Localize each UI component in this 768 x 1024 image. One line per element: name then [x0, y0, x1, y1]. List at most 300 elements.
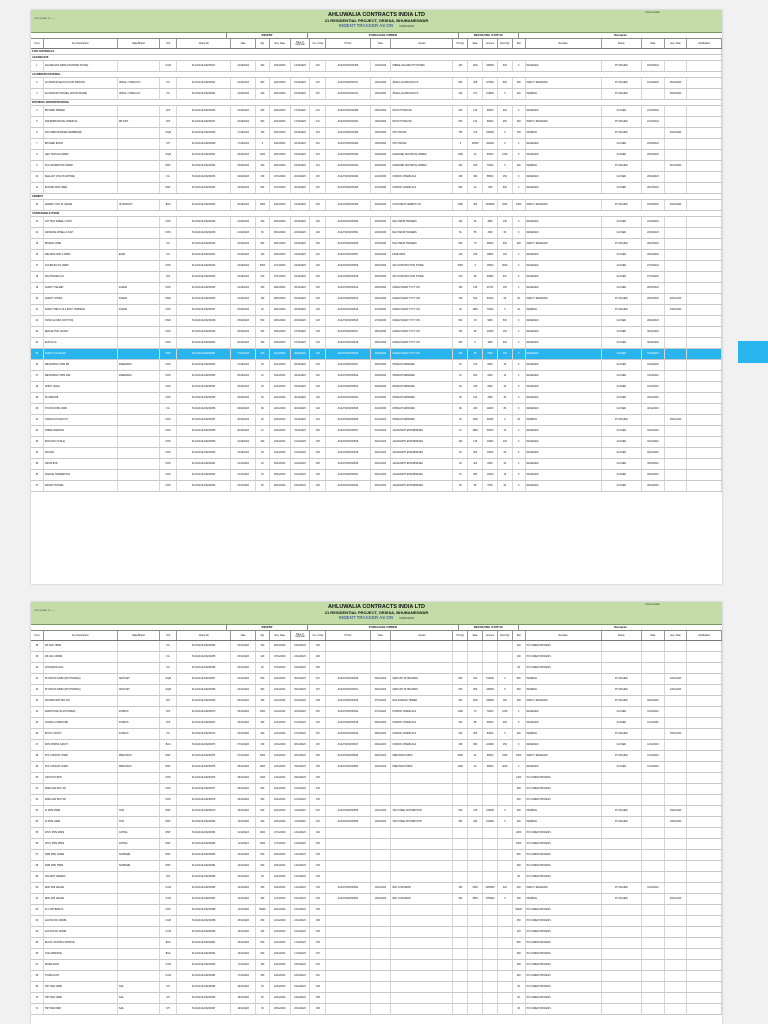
- cell-ind: PL/21/ACIL/2023/0064: [177, 641, 231, 651]
- cell-jf: [687, 1004, 722, 1014]
- cell-desc: SLEDGE HAMMER 5KG: [44, 470, 118, 480]
- cell-unit: NOS: [160, 349, 177, 359]
- cell-qty: 1000: [256, 707, 270, 717]
- cell-rq: [498, 927, 513, 937]
- cell-d1: 24/10/2023: [231, 294, 256, 304]
- cell-d1: 15/11/2023: [231, 916, 256, 926]
- table-row[interactable]: [31, 404, 722, 415]
- table-row[interactable]: [31, 239, 722, 250]
- cell-da: 27/10/2023: [291, 338, 311, 348]
- cell-rate: 390: [468, 172, 483, 182]
- table-row[interactable]: [31, 707, 722, 718]
- cell-vc: V24: [310, 404, 326, 414]
- table-row[interactable]: [31, 470, 722, 481]
- table-row[interactable]: [31, 872, 722, 883]
- table-row[interactable]: [31, 993, 722, 1004]
- table-row[interactable]: [31, 228, 722, 239]
- table-row[interactable]: [31, 817, 722, 828]
- cell-rq: 0: [498, 128, 513, 138]
- cell-vc: V36: [310, 927, 326, 937]
- cell-d1: 22/10/2023: [231, 250, 256, 260]
- table-row[interactable]: [31, 960, 722, 971]
- cell-desc: ALUMINIUM SECTION FOR WINDOW: [44, 78, 118, 88]
- cell-qty: 100: [256, 349, 270, 359]
- table-row[interactable]: [31, 828, 722, 839]
- cell-make: [118, 426, 160, 436]
- column-header: Unit: [160, 631, 177, 640]
- cell-amt: 74000: [483, 161, 498, 171]
- cell-bal: 60: [513, 294, 526, 304]
- table-row[interactable]: [31, 61, 722, 72]
- cell-d1: 31/10/2023: [231, 437, 256, 447]
- table-row[interactable]: [31, 696, 722, 707]
- cell-make: [118, 404, 160, 414]
- cell-vc: V20: [310, 228, 326, 238]
- table-row[interactable]: [31, 938, 722, 949]
- table-row[interactable]: [31, 316, 722, 327]
- table-row[interactable]: [31, 338, 722, 349]
- cell-amt: 5700: [483, 481, 498, 491]
- cell-da: 16/11/2023: [291, 916, 311, 926]
- cell-d2: [371, 916, 392, 926]
- tracker-date: 10/01/2024: [399, 24, 415, 28]
- cell-ed: [665, 949, 688, 959]
- table-row[interactable]: [31, 795, 722, 806]
- table-row[interactable]: [31, 663, 722, 674]
- cell-d3: 13/11/2023: [642, 762, 665, 772]
- cell-rd: 24/11/2023: [270, 982, 291, 992]
- table-row[interactable]: [31, 784, 722, 795]
- cell-desc: SOLVENT CEMENT: [44, 872, 118, 882]
- table-row[interactable]: [31, 250, 722, 261]
- cell-d1: 14/10/2023: [231, 78, 256, 88]
- column-header: Date: [231, 39, 256, 48]
- cell-rate: 1850: [468, 305, 483, 315]
- cell-ven: [391, 971, 453, 981]
- cell-st: CLOSED: [602, 740, 642, 750]
- cell-rate: 310: [468, 128, 483, 138]
- cell-pq: 500: [453, 316, 468, 326]
- cell-d2: 10/11/2023: [371, 762, 392, 772]
- cell-n: 10: [31, 172, 44, 182]
- table-row[interactable]: [31, 128, 722, 139]
- cell-bal: 250: [513, 78, 526, 88]
- cell-rem: PO UNDER PROCESS: [526, 641, 602, 651]
- table-row[interactable]: [31, 172, 722, 183]
- cell-vc: V28: [310, 696, 326, 706]
- cell-ind: PL/21/ACIL/2023/0026: [177, 106, 231, 116]
- cell-ven: FOSROC CHEMICALS: [391, 740, 453, 750]
- table-row[interactable]: [31, 150, 722, 161]
- cell-ind: PL/21/ACIL/2023/0069: [177, 696, 231, 706]
- table-row[interactable]: [31, 327, 722, 338]
- tracker-title: [31, 23, 722, 28]
- cell-d3: 09/11/2023: [642, 696, 665, 706]
- cell-rem: RECEIVED: [526, 360, 602, 370]
- cell-rq: [498, 784, 513, 794]
- cell-n: 60: [31, 883, 44, 893]
- cell-qty: 2000: [256, 828, 270, 838]
- table-row[interactable]: [31, 751, 722, 762]
- cell-vc: V25: [310, 459, 326, 469]
- cell-n: 15: [31, 239, 44, 249]
- table-row[interactable]: [31, 161, 722, 172]
- cell-pq: 420: [453, 89, 468, 99]
- cell-d2: 16/10/2023: [371, 78, 392, 88]
- cell-make: [118, 316, 160, 326]
- cell-rate: 5450: [468, 883, 483, 893]
- cell-d1: 02/11/2023: [231, 641, 256, 651]
- cell-n: 7: [31, 139, 44, 149]
- table-row[interactable]: [31, 183, 722, 194]
- cell-st: PO ISSUED: [602, 729, 642, 739]
- table-row[interactable]: [31, 685, 722, 696]
- cell-n: 41: [31, 674, 44, 684]
- table-row[interactable]: [31, 850, 722, 861]
- cell-po: ACIL/PO/2023/0526: [326, 415, 370, 425]
- cell-ed: [665, 762, 688, 772]
- cell-ven: KARAM SAFETY PVT LTD: [391, 316, 453, 326]
- cell-desc: SAFETY SHOES: [44, 294, 118, 304]
- cell-make: ESAB: [118, 250, 160, 260]
- cell-vc: V12: [310, 128, 326, 138]
- table-row[interactable]: [31, 718, 722, 729]
- table-row[interactable]: [31, 305, 722, 316]
- cell-qty: 500: [256, 795, 270, 805]
- cell-make: [118, 172, 160, 182]
- cell-jf: [687, 470, 722, 480]
- cell-amt: [483, 949, 498, 959]
- cell-n: 57: [31, 850, 44, 860]
- cell-desc: BLOCK JOINTING MORTAR: [44, 938, 118, 948]
- cell-st: CLOSED: [602, 283, 642, 293]
- cell-po: [326, 927, 370, 937]
- cell-rem: PO UNDER PROCESS: [526, 795, 602, 805]
- cell-ven: JAGANNATH ENTERPRISES: [391, 459, 453, 469]
- cell-rem: RECEIVED: [526, 437, 602, 447]
- cell-n: 23: [31, 327, 44, 337]
- cell-pq: [453, 1004, 468, 1014]
- cell-d3: 31/10/2023: [642, 360, 665, 370]
- cell-st: PO ISSUED: [602, 161, 642, 171]
- cell-st: [602, 1004, 642, 1014]
- table-row[interactable]: [31, 982, 722, 993]
- cell-n: 70: [31, 993, 44, 1003]
- cell-unit: KG: [160, 404, 177, 414]
- table-row[interactable]: [31, 78, 722, 89]
- cell-bal: 0: [513, 61, 526, 71]
- future-note: Future Action: [645, 11, 660, 14]
- table-row[interactable]: [31, 89, 722, 100]
- cell-unit: MT: [160, 993, 177, 1003]
- cell-desc: SAFETY GOGGLES: [44, 349, 118, 359]
- cell-n: 71: [31, 1004, 44, 1014]
- table-row[interactable]: [31, 916, 722, 927]
- cell-ind: PL/21/ACIL/2023/0090: [177, 927, 231, 937]
- cell-bal: 60: [513, 872, 526, 882]
- cell-rate: 18: [468, 316, 483, 326]
- cell-unit: NOS: [160, 795, 177, 805]
- table-row[interactable]: [31, 773, 722, 784]
- table-row[interactable]: [31, 927, 722, 938]
- table-row[interactable]: [31, 415, 722, 426]
- table-row[interactable]: [31, 437, 722, 448]
- cell-po: [326, 828, 370, 838]
- cell-rem: RECEIVED: [526, 371, 602, 381]
- cell-pq: 60: [453, 481, 468, 491]
- table-row[interactable]: [31, 674, 722, 685]
- cell-d1: 19/10/2023: [231, 183, 256, 193]
- cell-da: 06/11/2023: [291, 696, 311, 706]
- cell-d2: 12/11/2023: [371, 806, 392, 816]
- cell-d2: 29/10/2023: [371, 349, 392, 359]
- table-row[interactable]: [31, 481, 722, 492]
- cell-d3: 11/11/2023: [642, 718, 665, 728]
- cell-st: CLOSED: [602, 217, 642, 227]
- cell-d3: [642, 415, 665, 425]
- cell-desc: BITUMEN PRIMER: [44, 106, 118, 116]
- cell-make: PRECISION: [118, 751, 160, 761]
- cell-pq: [453, 641, 468, 651]
- cell-d2: 21/10/2023: [371, 183, 392, 193]
- cell-ind: PL/21/ACIL/2023/0067: [177, 674, 231, 684]
- cell-d1: 10/11/2023: [231, 806, 256, 816]
- cell-jf: [687, 426, 722, 436]
- cell-rem: RECEIVED: [526, 217, 602, 227]
- table-row[interactable]: [31, 740, 722, 751]
- cell-qty: 420: [256, 89, 270, 99]
- table-row[interactable]: [31, 883, 722, 894]
- table-row[interactable]: [31, 448, 722, 459]
- cell-desc: PLYWOOD 18MM (SHUTTERING): [44, 685, 118, 695]
- cell-bal: 25: [513, 415, 526, 425]
- cell-po: ACIL/PO/2023/0529: [326, 448, 370, 458]
- cell-n: 28: [31, 382, 44, 392]
- cell-rd: 04/11/2023: [270, 448, 291, 458]
- column-header: Date of Approval: [291, 631, 311, 640]
- cell-ed: [665, 360, 688, 370]
- table-row[interactable]: [31, 261, 722, 272]
- cell-d3: 23/10/2023: [642, 139, 665, 149]
- cell-rd: 13/11/2023: [270, 740, 291, 750]
- cell-vc: V24: [310, 382, 326, 392]
- cell-unit: CUM: [160, 971, 177, 981]
- cell-desc: JUNCTION BOX: [44, 773, 118, 783]
- cell-po: ACIL/PO/2023/0472: [326, 89, 370, 99]
- cell-po: ACIL/PO/2023/0504: [326, 228, 370, 238]
- cell-pq: 80: [453, 404, 468, 414]
- cell-bal: 400: [513, 960, 526, 970]
- cell-ind: PL/21/ACIL/2023/0088: [177, 905, 231, 915]
- table-row[interactable]: [31, 360, 722, 371]
- cell-ed: 30/10/2023: [665, 200, 688, 210]
- table-row[interactable]: [31, 117, 722, 128]
- cell-ind: PL/21/ACIL/2023/0047: [177, 305, 231, 315]
- row-scroll-handle[interactable]: [738, 341, 768, 363]
- cell-ed: [665, 272, 688, 282]
- table-row[interactable]: [31, 971, 722, 982]
- cell-n: 53: [31, 806, 44, 816]
- cell-d3: [642, 817, 665, 827]
- table-row[interactable]: [31, 106, 722, 117]
- cell-make: [118, 927, 160, 937]
- table-row[interactable]: [31, 349, 722, 360]
- sheet-header: [31, 602, 722, 625]
- cell-pq: 25: [453, 415, 468, 425]
- cell-da: 05/11/2023: [291, 685, 311, 695]
- cell-d2: 19/10/2023: [371, 139, 392, 149]
- column-header: Status: [602, 39, 642, 48]
- table-row[interactable]: [31, 283, 722, 294]
- table-row[interactable]: [31, 652, 722, 663]
- cell-da: 18/10/2023: [291, 139, 311, 149]
- cell-vc: V24: [310, 415, 326, 425]
- cell-d3: [642, 784, 665, 794]
- cell-amt: [483, 663, 498, 673]
- cell-n: 50: [31, 773, 44, 783]
- cell-vc: V01: [310, 971, 326, 981]
- cell-vc: V14: [310, 161, 326, 171]
- cell-d1: 20/10/2023: [231, 200, 256, 210]
- cell-ed: [665, 172, 688, 182]
- table-row[interactable]: [31, 139, 722, 150]
- cell-ven: RDC CONCRETE: [391, 894, 453, 904]
- cell-bal: 0: [513, 172, 526, 182]
- cell-qty: 300: [256, 338, 270, 348]
- cell-pq: [453, 839, 468, 849]
- cell-ind: PL/21/ACIL/2023/0048: [177, 316, 231, 326]
- cell-amt: [483, 960, 498, 970]
- cell-make: [118, 784, 160, 794]
- cell-make: FREEMANS: [118, 360, 160, 370]
- cell-d3: 04/11/2023: [642, 437, 665, 447]
- cell-rem: PO UNDER PROCESS: [526, 938, 602, 948]
- cell-d2: [371, 828, 392, 838]
- cell-rq: 40: [498, 360, 513, 370]
- cell-ed: [665, 283, 688, 293]
- cell-rate: 165: [468, 250, 483, 260]
- cell-bal: 0: [513, 360, 526, 370]
- cell-ed: [665, 839, 688, 849]
- table-row[interactable]: [31, 459, 722, 470]
- table-row[interactable]: [31, 861, 722, 872]
- cell-rem: RECEIVED: [526, 707, 602, 717]
- table-row[interactable]: [31, 839, 722, 850]
- cell-desc: CEMENT OPC 53 GRADE: [44, 200, 118, 210]
- table-row[interactable]: [31, 905, 722, 916]
- cell-d3: 26/10/2023: [642, 250, 665, 260]
- section-label: AGGREGATE: [31, 55, 722, 60]
- cell-pq: [453, 850, 468, 860]
- cell-pq: 120: [453, 294, 468, 304]
- cell-vc: V01: [310, 960, 326, 970]
- cell-rate: 65: [468, 349, 483, 359]
- cell-vc: V36: [310, 938, 326, 948]
- cell-amt: 2452500: [483, 883, 498, 893]
- table-row[interactable]: [31, 641, 722, 652]
- cell-rate: [468, 971, 483, 981]
- table-row[interactable]: [31, 371, 722, 382]
- table-row[interactable]: [31, 217, 722, 228]
- group-indent: INDENT: [227, 33, 309, 38]
- cell-desc: AGGREGATE 20MM (CRUSHED STONE): [44, 61, 118, 71]
- cell-desc: RIVER SAND: [44, 960, 118, 970]
- table-row[interactable]: [31, 894, 722, 905]
- tracker-date: 10/01/2024: [399, 616, 415, 620]
- cell-rem: RECEIVED: [526, 250, 602, 260]
- cell-d3: 03/11/2023: [642, 426, 665, 436]
- column-header: Date: [231, 631, 256, 640]
- cell-d1: 07/11/2023: [231, 751, 256, 761]
- table-row[interactable]: [31, 294, 722, 305]
- cell-desc: HAND GLOVES (COTTON): [44, 316, 118, 326]
- cell-ed: [665, 327, 688, 337]
- cell-d1: 07/11/2023: [231, 740, 256, 750]
- cell-amt: [483, 971, 498, 981]
- cell-d3: [642, 674, 665, 684]
- table-row[interactable]: [31, 729, 722, 740]
- cell-rate: [468, 795, 483, 805]
- cell-ed: [665, 971, 688, 981]
- cell-rd: 15/11/2023: [270, 784, 291, 794]
- cell-ven: KARAM SAFETY PVT LTD: [391, 338, 453, 348]
- cell-d1: 14/11/2023: [231, 905, 256, 915]
- table-row[interactable]: [31, 1004, 722, 1015]
- cell-desc: TARPAULIN 18X24 FT: [44, 415, 118, 425]
- cell-po: [326, 960, 370, 970]
- cell-n: 48: [31, 751, 44, 761]
- cell-rd: 14/11/2023: [270, 762, 291, 772]
- cell-vc: V23: [310, 316, 326, 326]
- cell-pq: 40: [453, 360, 468, 370]
- table-row[interactable]: [31, 272, 722, 283]
- table-row[interactable]: [31, 393, 722, 404]
- column-header: PO No: [326, 631, 370, 640]
- cell-rate: 145: [468, 106, 483, 116]
- table-row[interactable]: [31, 200, 722, 211]
- cell-pq: 300: [453, 817, 468, 827]
- cell-d3: 21/10/2023: [642, 117, 665, 127]
- cell-da: 27/10/2023: [291, 327, 311, 337]
- cell-n: 19: [31, 283, 44, 293]
- table-row[interactable]: [31, 762, 722, 773]
- table-row[interactable]: [31, 382, 722, 393]
- cell-vc: V36: [310, 916, 326, 926]
- cell-d2: 30/10/2023: [371, 382, 392, 392]
- cell-n: 44: [31, 707, 44, 717]
- cell-da: 26/10/2023: [291, 316, 311, 326]
- cell-rate: 268: [468, 78, 483, 88]
- cell-make: [118, 916, 160, 926]
- cell-pq: 500: [453, 239, 468, 249]
- table-row[interactable]: [31, 949, 722, 960]
- table-row[interactable]: [31, 806, 722, 817]
- cell-bal: 0: [513, 470, 526, 480]
- cell-d1: 03/11/2023: [231, 663, 256, 673]
- cell-rq: [498, 916, 513, 926]
- cell-desc: WELDING ROD 3.15MM: [44, 250, 118, 260]
- column-header: PO No: [326, 39, 370, 48]
- table-row[interactable]: [31, 426, 722, 437]
- cell-da: 25/10/2023: [291, 294, 311, 304]
- project-name: 21 RESIDENTIAL PROJECT, ORISSA, BHUBANESWAR: [324, 610, 429, 615]
- cell-rem: RECEIVED: [526, 283, 602, 293]
- cell-d3: 24/10/2023: [642, 200, 665, 210]
- cell-ind: PL/21/ACIL/2023/0054: [177, 382, 231, 392]
- cell-rq: [498, 971, 513, 981]
- cell-rd: 11/11/2023: [270, 707, 291, 717]
- cell-da: 04/11/2023: [291, 652, 311, 662]
